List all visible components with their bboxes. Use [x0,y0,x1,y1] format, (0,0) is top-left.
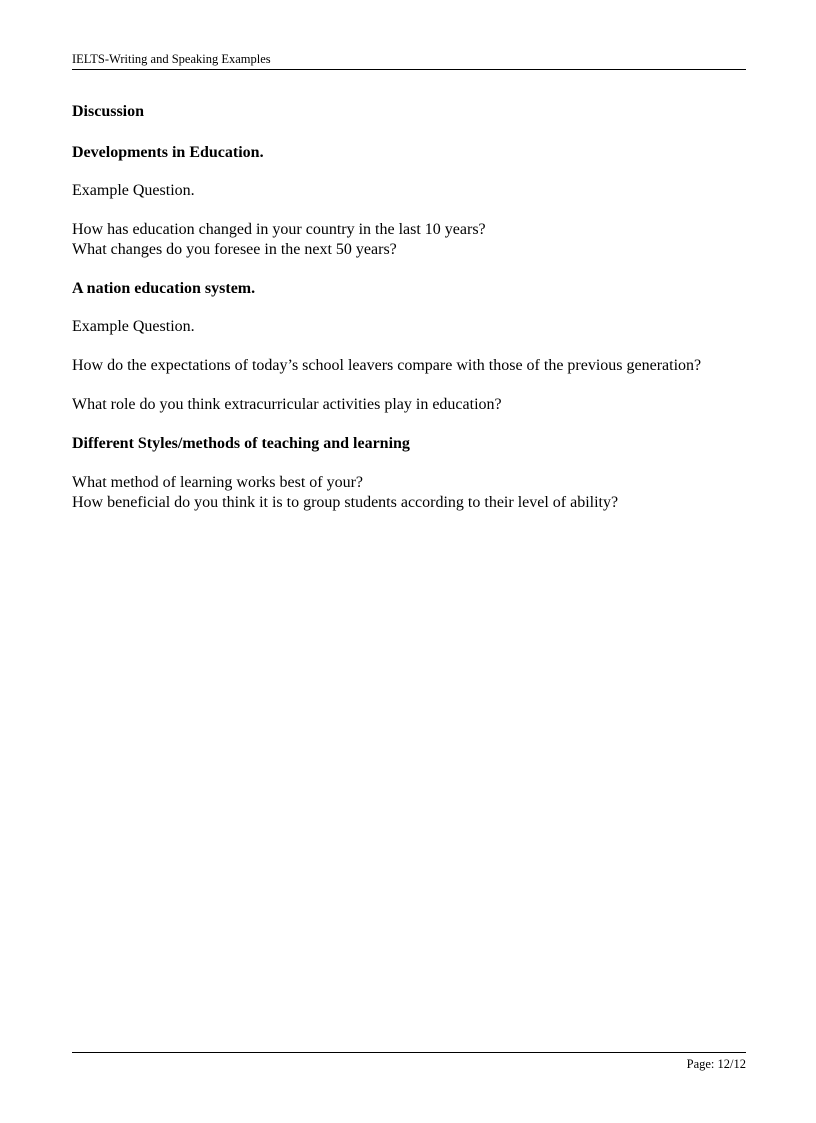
page-number: Page: 12/12 [686,1057,746,1071]
question-text: What changes do you foresee in the next 50 years? [72,241,397,258]
example-question-label: Example Question. [72,182,195,199]
section-title: Discussion [72,103,145,120]
topic-heading-teaching-styles: Different Styles/methods of teaching and learning [72,435,410,452]
topic-heading-developments: Developments in Education. [72,144,264,161]
question-text: What role do you think extracurricular activities play in education? [72,396,502,413]
question-text: How beneficial do you think it is to group students according to their level of ability? [72,494,619,511]
question-text: What method of learning works best of your? [72,474,364,491]
question-text: How has education changed in your country in the last 10 years? [72,221,486,238]
topic-heading-nation-education: A nation education system. [72,280,256,297]
page-header [72,50,746,70]
header-title: IELTS-Writing and Speaking Examples [72,52,271,66]
question-text: How do the expectations of today’s school leavers compare with those of the previous generation? [72,357,702,374]
example-question-label: Example Question. [72,318,195,335]
page-footer [72,1052,746,1071]
